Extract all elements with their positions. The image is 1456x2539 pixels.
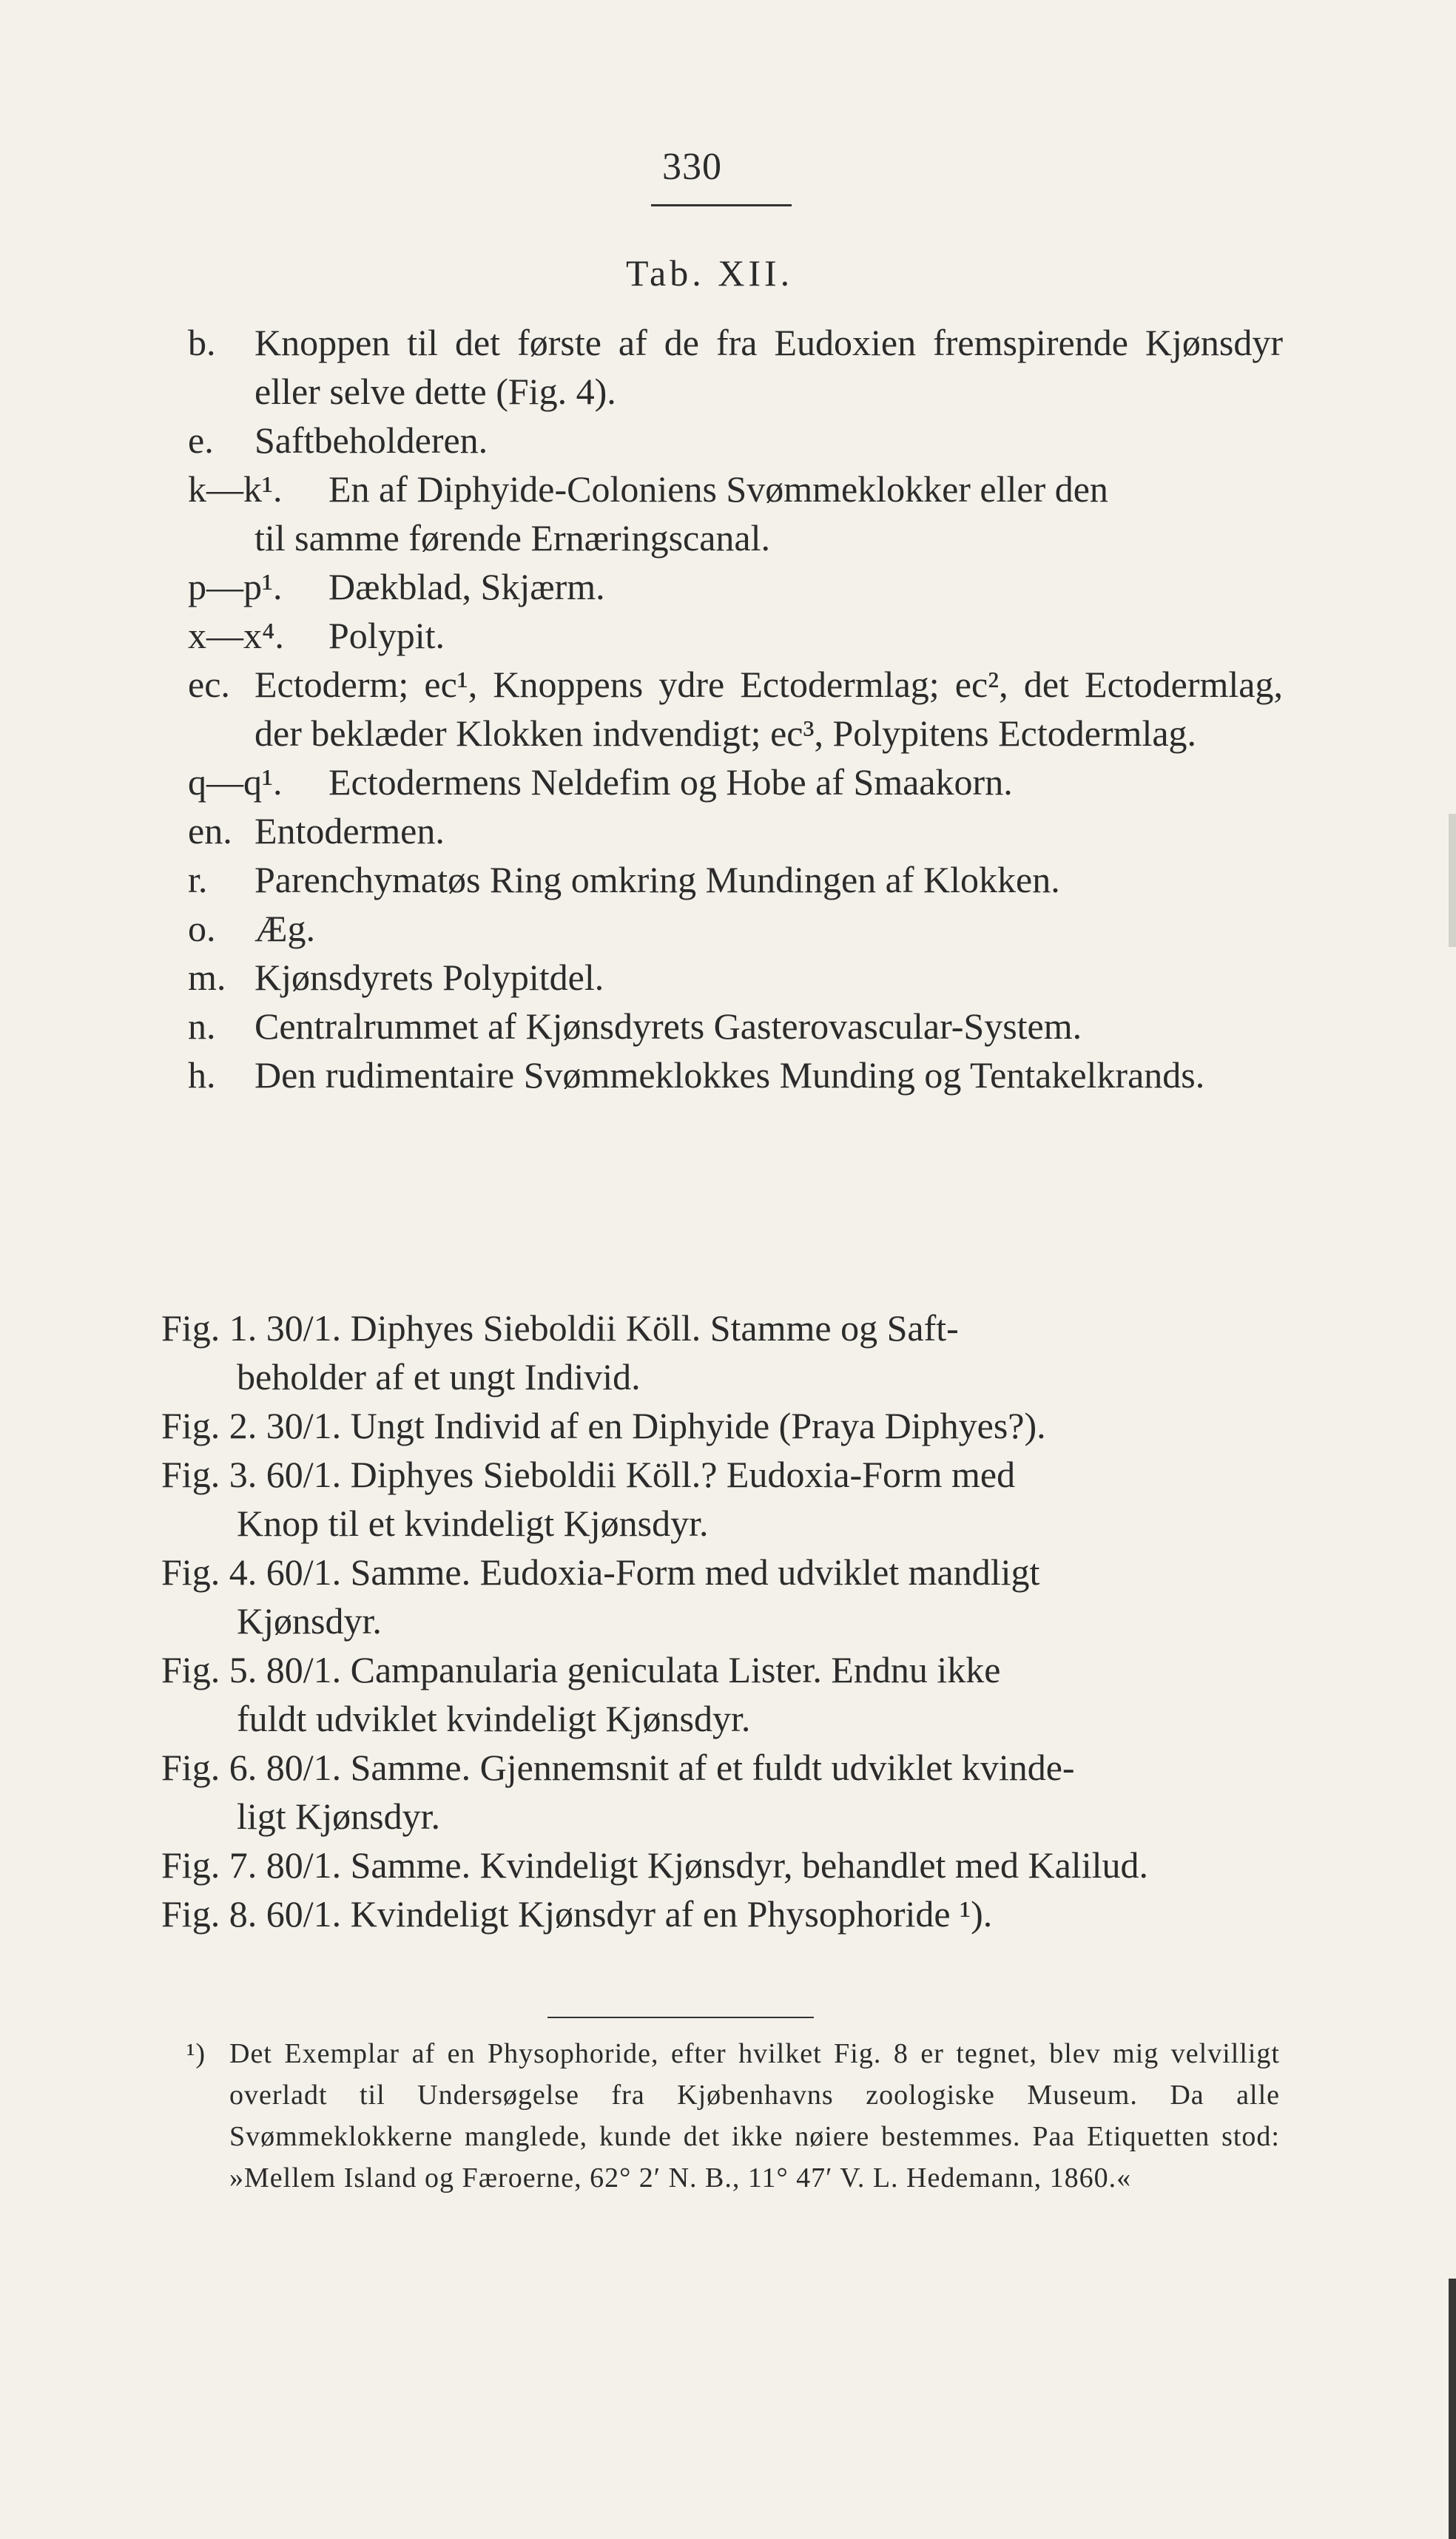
footnote-mark: ¹) — [186, 2038, 206, 2069]
entry-key: ec. — [188, 664, 230, 705]
entry-text: En af Diphyide-Coloniens Svømmeklokker eller den — [328, 468, 1108, 510]
legend-entry — [188, 806, 1283, 855]
figure-caption-continued: beholder af et ungt Individ. — [237, 1356, 641, 1397]
figure-caption-text: Diphyes Sieboldii Köll.? Eudoxia-Form med — [350, 1454, 1016, 1495]
figure-caption-text: Kvindeligt Kjønsdyr af en Physophoride ¹). — [350, 1893, 993, 1935]
entry-key: x—x⁴. — [188, 615, 284, 656]
legend-entry — [188, 660, 1283, 758]
page-edge-shadow — [1449, 2279, 1456, 2539]
figure-label: Fig. 1. — [161, 1307, 257, 1349]
entry-text: Polypit. — [328, 615, 445, 656]
entry-key: k—k¹. — [188, 468, 283, 510]
legend-entry — [188, 758, 1283, 806]
footnote-text: Det Exemplar af en Physophoride, efter hvilket Fig. 8 er tegnet, blev mig velvilligt overladt til Undersøgelse fra Kjøbenhavns zoologiske Museum. Da alle Svømmeklokkerne manglede, kunde det ikke nøiere bestemmes. Paa Etiquetten stod: »Mellem Island og Færoerne, 62° 2′ N. B., 11° 47′ V. L. Hedemann, 1860.« — [229, 2038, 1280, 2194]
legend-entry — [188, 318, 1283, 416]
figure-caption — [161, 1889, 1283, 1938]
entry-text: Entodermen. — [255, 810, 445, 852]
entry-text: Ectoderm; ec¹, Knoppens ydre Ectodermlag; ec², det Ectodermlag, der beklæder Klokken indvendigt; ec³, Polypitens Ectodermlag. — [255, 664, 1283, 754]
figure-caption-text: Ungt Individ af en Diphyide (Praya Diphyes?). — [350, 1405, 1046, 1446]
figure-label: Fig. 8. — [161, 1893, 257, 1935]
figure-caption — [161, 1548, 1283, 1645]
footnote — [186, 2033, 1280, 2199]
legend-entry — [188, 1051, 1283, 1099]
legend-entry — [188, 416, 1283, 465]
magnification: 60/1. — [266, 1893, 342, 1935]
entry-text: Parenchymatøs Ring omkring Mundingen af Klokken. — [255, 859, 1060, 900]
figure-caption-text: Diphyes Sieboldii Köll. Stamme og Saft- — [350, 1307, 959, 1349]
entry-text: Ectodermens Neldefim og Hobe af Smaakorn. — [328, 761, 1013, 803]
entry-key: m. — [188, 957, 226, 998]
page-edge-shadow — [1449, 814, 1456, 947]
entry-key: o. — [188, 908, 216, 949]
figure-label: Fig. 3. — [161, 1454, 257, 1495]
entry-text: Kjønsdyrets Polypitdel. — [255, 957, 604, 998]
legend-entry — [188, 562, 1283, 611]
figure-caption-continued: Knop til et kvindeligt Kjønsdyr. — [237, 1503, 709, 1544]
figure-caption-text: Samme. Kvindeligt Kjønsdyr, behandlet med Kalilud. — [350, 1844, 1148, 1886]
figure-caption — [161, 1645, 1283, 1743]
magnification: 60/1. — [266, 1551, 342, 1593]
entry-key: n. — [188, 1005, 216, 1047]
entry-text: Knoppen til det første af de fra Eudoxien fremspirende Kjønsdyr eller selve dette (Fig. 4). — [255, 322, 1283, 412]
entry-key: p—p¹. — [188, 566, 283, 607]
entry-text: Dækblad, Skjærm. — [328, 566, 605, 607]
legend-entry — [188, 1002, 1283, 1051]
magnification: 30/1. — [266, 1307, 342, 1349]
entry-text: Saftbeholderen. — [255, 419, 488, 461]
entry-key: en. — [188, 810, 232, 852]
figure-caption-continued: Kjønsdyr. — [237, 1600, 382, 1642]
entry-key: r. — [188, 859, 208, 900]
figure-caption — [161, 1450, 1283, 1548]
figure-caption-continued: ligt Kjønsdyr. — [237, 1795, 441, 1837]
figure-label: Fig. 4. — [161, 1551, 257, 1593]
magnification: 80/1. — [266, 1649, 342, 1690]
figure-label: Fig. 7. — [161, 1844, 257, 1886]
legend-entries — [188, 318, 1283, 1099]
entry-key: q—q¹. — [188, 761, 283, 803]
magnification: 30/1. — [266, 1405, 342, 1446]
legend-entry — [188, 611, 1283, 660]
page-number: 330 — [662, 146, 722, 188]
entry-key: e. — [188, 419, 214, 461]
figure-caption — [161, 1401, 1283, 1450]
magnification: 60/1. — [266, 1454, 342, 1495]
figure-list — [161, 1304, 1283, 1938]
magnification: 80/1. — [266, 1844, 342, 1886]
figure-caption — [161, 1743, 1283, 1841]
legend-entry — [188, 465, 1283, 562]
entry-key: h. — [188, 1054, 216, 1096]
legend-entry — [188, 953, 1283, 1002]
page-number-rule — [651, 204, 792, 206]
entry-text-continued: til samme førende Ernæringscanal. — [255, 517, 770, 559]
legend-entry — [188, 904, 1283, 953]
entry-text: Æg. — [255, 908, 315, 949]
figure-caption-text: Samme. Eudoxia-Form med udviklet mandligt — [350, 1551, 1040, 1593]
figure-label: Fig. 2. — [161, 1405, 257, 1446]
figure-label: Fig. 6. — [161, 1747, 257, 1788]
figure-caption-continued: fuldt udviklet kvindeligt Kjønsdyr. — [237, 1698, 751, 1739]
figure-caption-text: Campanularia geniculata Lister. Endnu ikke — [350, 1649, 1001, 1690]
entry-text: Den rudimentaire Svømmeklokkes Munding og Tentakelkrands. — [255, 1054, 1205, 1096]
entry-key: b. — [188, 322, 216, 363]
magnification: 80/1. — [266, 1747, 342, 1788]
footnote-rule — [547, 2017, 814, 2018]
figure-caption — [161, 1304, 1283, 1401]
figure-label: Fig. 5. — [161, 1649, 257, 1690]
plate-title: Tab. XII. — [626, 252, 794, 294]
entry-text: Centralrummet af Kjønsdyrets Gasterovascular-System. — [255, 1005, 1082, 1047]
figure-caption — [161, 1841, 1283, 1889]
figure-caption-text: Samme. Gjennemsnit af et fuldt udviklet kvinde- — [350, 1747, 1075, 1788]
legend-entry — [188, 855, 1283, 904]
